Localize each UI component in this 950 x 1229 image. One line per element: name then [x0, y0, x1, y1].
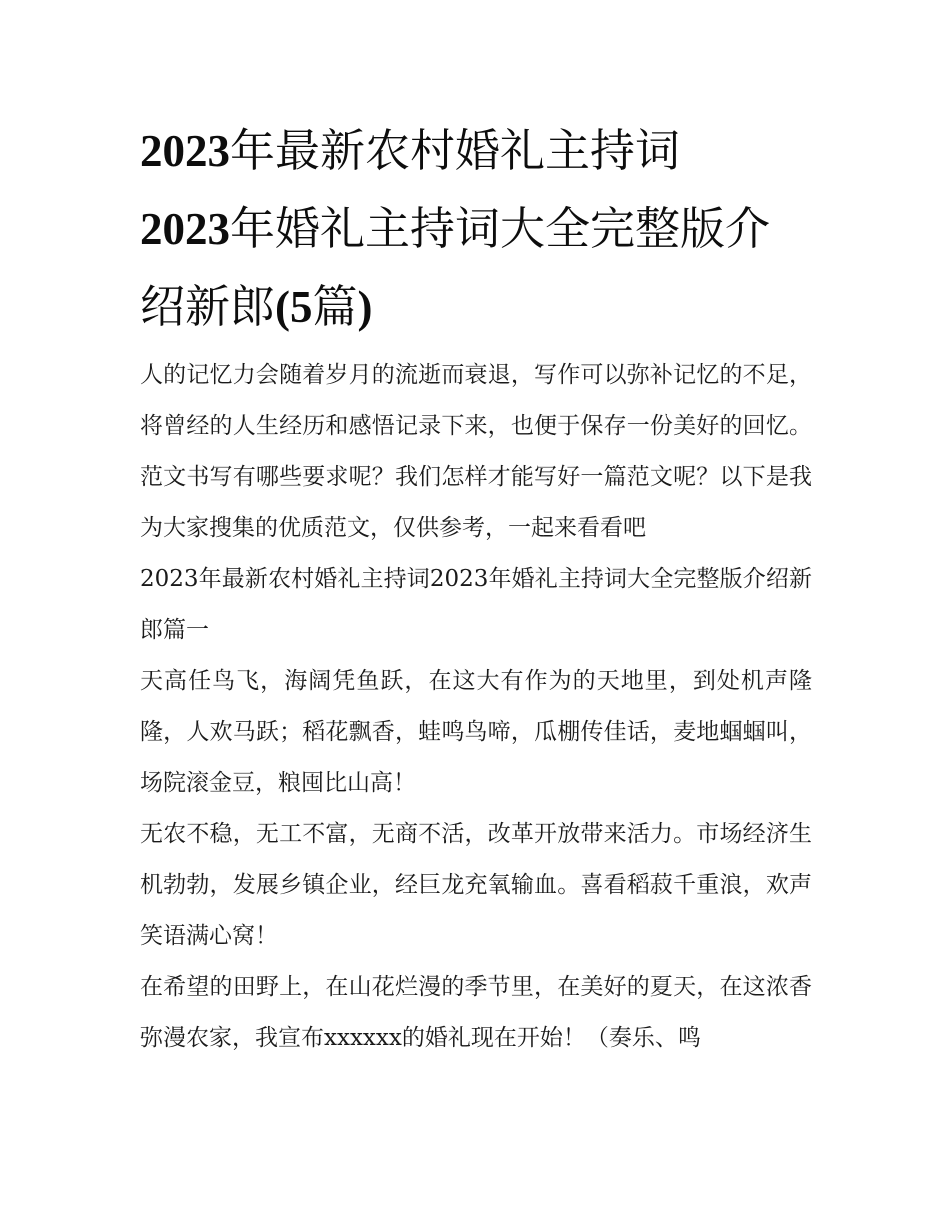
- body-paragraph: 在希望的田野上，在山花烂漫的季节里，在美好的夏天，在这浓香弥漫农家，我宣布xxxxxx的婚礼现在开始！（奏乐、鸣: [140, 974, 812, 1051]
- title-part: ): [357, 282, 373, 332]
- document-page: [140, 112, 812, 1064]
- title-part: 篇: [312, 280, 358, 333]
- title-part: 年婚礼主持词大全完整版介绍新郎: [140, 202, 771, 333]
- title-part: 年最新农村婚礼主持词: [230, 124, 681, 177]
- title-part: 2023: [140, 204, 230, 254]
- section-heading: 2023年最新农村婚礼主持词2023年婚礼主持词大全完整版介绍新郎篇一: [140, 566, 812, 643]
- intro-paragraph: 人的记忆力会随着岁月的流逝而衰退，写作可以弥补记忆的不足，将曾经的人生经历和感悟记录下来，也便于保存一份美好的回忆。范文书写有哪些要求呢？我们怎样才能写好一篇范文呢？以下是我为大家搜集的优质范文，仅供参考，一起来看看吧: [140, 362, 812, 541]
- document-title: [140, 112, 812, 346]
- body-paragraph: 无农不稳，无工不富，无商不活，改革开放带来活力。市场经济生机勃勃，发展乡镇企业，经巨龙充氧输血。喜看稻菽千重浪，欢声笑语满心窝！: [140, 821, 812, 949]
- title-part: 2023: [140, 126, 230, 176]
- title-part: (5: [275, 282, 313, 332]
- body-paragraph: 天高任鸟飞，海阔凭鱼跃，在这大有作为的天地里，到处机声隆隆，人欢马跃；稻花飘香，蛙鸣鸟啼，瓜棚传佳话，麦地蝈蝈叫，场院滚金豆，粮囤比山高！: [140, 668, 812, 796]
